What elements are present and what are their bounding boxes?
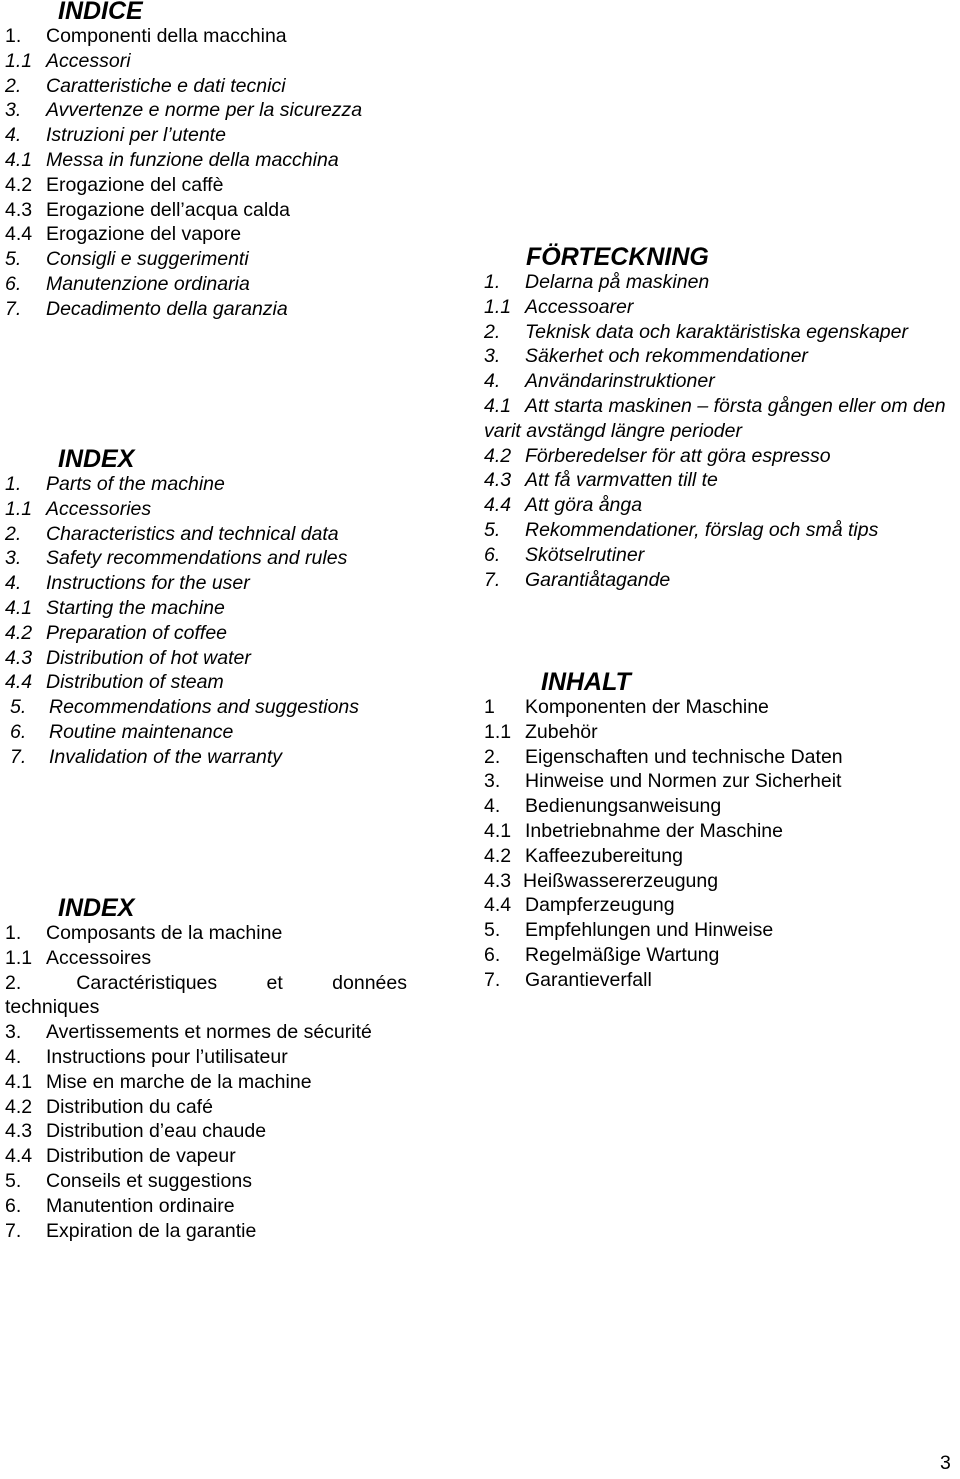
toc-entry: 7. Invalidation of the warranty	[10, 745, 283, 768]
toc-entry: 1.1 Accessoires	[5, 946, 152, 969]
toc-entry: 4.1 Mise en marche de la machine	[5, 1070, 312, 1093]
toc-entry: 6. Routine maintenance	[10, 720, 234, 743]
toc-entry: 1.1 Zubehör	[484, 720, 598, 743]
toc-entry: 4. Användarinstruktioner	[484, 370, 715, 393]
toc-entry: 5. Conseils et suggestions	[5, 1169, 252, 1192]
toc-entry: 4.4 Distribution de vapeur	[5, 1145, 236, 1168]
toc-entry: 4.2 Förberedelser för att göra espresso	[484, 444, 831, 467]
toc-entry: 4.3 Distribution d’eau chaude	[5, 1120, 267, 1143]
toc-entry: 2. Characteristics and technical data	[5, 522, 339, 545]
toc-entry: 1 Komponenten der Maschine	[484, 696, 769, 718]
toc-entry: 4.2 Distribution du café	[5, 1095, 213, 1118]
index-italian	[5, 0, 425, 322]
toc-entry: 7. Garantiåtagande	[484, 568, 671, 591]
toc-entry: 4.1 Starting the machine	[5, 596, 225, 619]
toc-entry: 1.1 Accessori	[5, 49, 131, 72]
toc-entry: 4.2 Erogazione del caffè	[5, 173, 224, 196]
toc-entry: 6. Skötselrutiner	[484, 543, 645, 566]
toc-entry: 5. Rekommendationer, förslag och små tips	[484, 518, 879, 541]
toc-entry: 4.1 Inbetriebnahme der Maschine	[484, 819, 783, 842]
toc-entry: 7. Expiration de la garantie	[5, 1219, 257, 1242]
toc-entry: 4. Bedienungsanweisung	[484, 795, 722, 818]
toc-entry: 1.1 Accessoarer	[484, 295, 634, 318]
toc-entry: 2. Teknisk data och karaktäristiska egenskaper	[484, 320, 908, 343]
page-number: 3	[940, 1452, 951, 1474]
toc-entry: 4.2 Kaffeezubereitung	[484, 844, 683, 867]
index-heading-french: INDEX	[58, 894, 135, 922]
toc-entry: 3. Avertissements et normes de sécurité	[5, 1021, 372, 1044]
index-german	[484, 669, 954, 993]
index-heading-swedish: FÖRTECKNING	[526, 243, 709, 271]
toc-entry: 7. Decadimento della garanzia	[5, 297, 288, 320]
toc-entry: 4.2 Preparation of coffee	[5, 621, 228, 644]
toc-entry: 4.4 Erogazione del vapore	[5, 223, 242, 246]
toc-entry: 6. Regelmäßige Wartung	[484, 943, 720, 966]
toc-entry: 1.1 Accessories	[5, 497, 152, 520]
toc-entry: 5. Consigli e suggerimenti	[5, 248, 249, 271]
toc-entry: 3. Avvertenze e norme per la sicurezza	[5, 99, 363, 122]
toc-entry: 3. Hinweise und Normen zur Sicherheit	[484, 770, 842, 793]
toc-entry: 4. Istruzioni per l’utente	[5, 124, 226, 147]
toc-entry: 4.4 Att göra ånga	[484, 494, 643, 517]
toc-entry: 3. Säkerhet och rekommendationer	[484, 345, 808, 368]
index-heading-german: INHALT	[541, 668, 631, 696]
index-swedish	[484, 244, 954, 592]
toc-entry: 4.3 Att få varmvatten till te	[484, 469, 718, 492]
index-heading-english: INDEX	[58, 445, 135, 473]
toc-entry: 4.3 Heißwassererzeugung	[484, 869, 719, 892]
toc-entry: 7. Garantieverfall	[484, 968, 652, 991]
toc-entry: 6. Manutenzione ordinaria	[5, 272, 250, 295]
index-french	[5, 895, 407, 1243]
toc-entry: 4.3 Distribution of hot water	[5, 646, 251, 669]
index-heading-italian: INDICE	[58, 0, 143, 25]
toc-entry: 3. Safety recommendations and rules	[5, 547, 348, 570]
toc-entry: 4.1 Messa in funzione della macchina	[5, 148, 339, 171]
toc-entry: 4.1 Att starta maskinen – första gången eller om den varit avstängd längre perioder	[484, 394, 946, 442]
toc-entry: 4. Instructions pour l’utilisateur	[5, 1045, 288, 1068]
toc-entry: 1. Composants de la machine	[5, 922, 283, 944]
toc-entry: 5. Recommendations and suggestions	[10, 696, 360, 719]
toc-entry: 6. Manutention ordinaire	[5, 1194, 235, 1217]
toc-entry: 1. Delarna på maskinen	[484, 271, 710, 293]
toc-entry: 2. Caratteristiche e dati tecnici	[5, 74, 286, 97]
index-english	[5, 446, 425, 770]
toc-entry: 4. Instructions for the user	[5, 572, 250, 595]
toc-entry: 2. Eigenschaften und technische Daten	[484, 745, 843, 768]
toc-entry: 4.4 Distribution of steam	[5, 671, 224, 694]
toc-entry: 2. Caractéristiques et données techniques	[5, 971, 407, 1019]
toc-entry: 5. Empfehlungen und Hinweise	[484, 919, 774, 942]
toc-entry: 4.3 Erogazione dell’acqua calda	[5, 198, 290, 221]
toc-entry: 1. Parts of the machine	[5, 473, 225, 495]
toc-entry: 1. Componenti della macchina	[5, 25, 287, 47]
toc-entry: 4.4 Dampferzeugung	[484, 894, 675, 917]
